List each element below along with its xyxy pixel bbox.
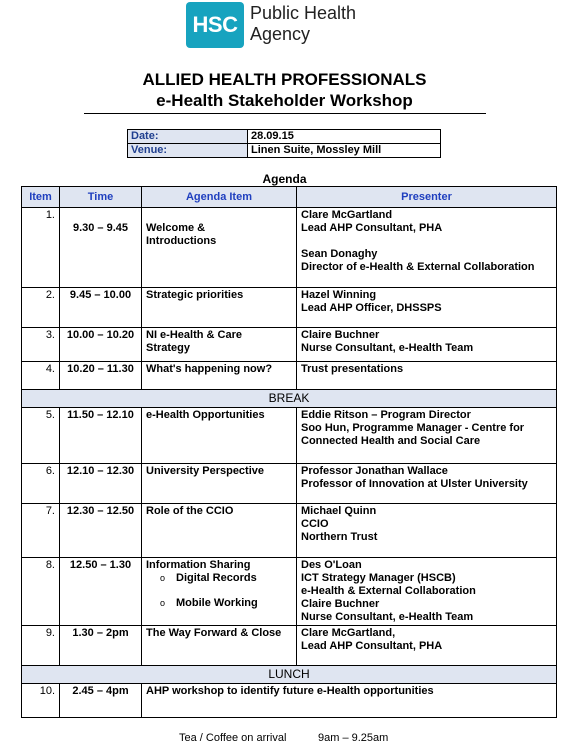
item-time: 12.10 – 12.30	[60, 464, 142, 504]
item-agenda	[142, 328, 297, 362]
rows.7.presenter-line: Des O'Loan	[301, 559, 362, 571]
item-number: 9.	[22, 626, 60, 666]
item-presenter	[297, 328, 557, 362]
date-label: Date:	[128, 130, 248, 144]
item-agenda	[142, 558, 297, 626]
footer-time: 9am – 9.25am	[318, 732, 389, 744]
item-number: 5.	[22, 408, 60, 464]
item-number: 2.	[22, 288, 60, 328]
item-number: 1.	[22, 208, 60, 288]
agenda-row	[22, 328, 557, 362]
rows.6.presenter-line: Michael Quinn	[301, 505, 377, 517]
rows.5.presenter-line: Professor of Innovation at Ulster University	[301, 478, 528, 490]
item-presenter	[297, 504, 557, 558]
item-agenda	[142, 464, 297, 504]
agenda-row	[22, 504, 557, 558]
item-time: 10.00 – 10.20	[60, 328, 142, 362]
rows.8.agenda-line: The Way Forward & Close	[146, 627, 282, 639]
rows.0.agenda-line: Introductions	[146, 235, 217, 247]
item-time: 12.30 – 12.50	[60, 504, 142, 558]
rows.2.presenter-line: Claire Buchner	[301, 329, 380, 341]
agenda-row	[22, 362, 557, 390]
rows.7.agenda-line: Information Sharing	[146, 559, 251, 571]
agenda-row	[22, 684, 557, 718]
agenda-row	[22, 626, 557, 666]
rows.1.presenter-line: Hazel Winning	[301, 289, 377, 301]
rows.0.presenter-line	[301, 235, 552, 248]
rows.0.agenda-line: Welcome &	[146, 222, 206, 234]
logo-text: Public Health Agency	[250, 3, 357, 44]
rows.1.presenter-line: Lead AHP Officer, DHSSPS	[301, 302, 442, 314]
rows.5.agenda-line: University Perspective	[146, 465, 265, 477]
lunch-row	[22, 666, 557, 684]
agenda-row	[22, 558, 557, 626]
agenda-header-row	[22, 187, 557, 208]
rows.5.presenter-line: Professor Jonathan Wallace	[301, 465, 448, 477]
agenda-row	[22, 288, 557, 328]
rows.0.presenter-line: Sean Donaghy	[301, 248, 378, 260]
item-time: 10.20 – 11.30	[60, 362, 142, 390]
item-agenda	[142, 408, 297, 464]
rows.6.agenda-line: Role of the CCIO	[146, 505, 234, 517]
item-presenter	[297, 464, 557, 504]
item-presenter	[297, 626, 557, 666]
rows.4.presenter-line: Connected Health and Social Care	[301, 435, 481, 447]
rows.8.presenter-line: Clare McGartland,	[301, 627, 396, 639]
date-value: 28.09.15	[248, 130, 441, 144]
venue-label: Venue:	[128, 144, 248, 158]
agenda-sub-item: o Digital Records	[146, 572, 292, 585]
rows.3.presenter-line: Trust presentations	[301, 363, 404, 375]
col-presenter: Presenter	[297, 187, 557, 208]
item-presenter	[297, 408, 557, 464]
item-number: 10.	[22, 684, 60, 718]
rows.3.agenda-line: What's happening now?	[146, 363, 273, 375]
venue-value: Linen Suite, Mossley Mill	[248, 144, 441, 158]
item-agenda	[142, 362, 297, 390]
rows.2.agenda-line: NI e-Health & Care	[146, 329, 242, 341]
title-underline	[84, 113, 486, 114]
item-agenda	[142, 504, 297, 558]
item-time: 1.30 – 2pm	[60, 626, 142, 666]
col-item: Item	[22, 187, 60, 208]
item-presenter	[297, 288, 557, 328]
rows.0.presenter-line: Director of e-Health & External Collaboration	[301, 261, 535, 273]
rows.8.presenter-line: Lead AHP Consultant, PHA	[301, 640, 443, 652]
agenda-table	[21, 186, 557, 718]
item-number: 4.	[22, 362, 60, 390]
item-time: 11.50 – 12.10	[60, 408, 142, 464]
lunch-label: LUNCH	[22, 666, 557, 684]
col-time: Time	[60, 187, 142, 208]
item-presenter	[297, 558, 557, 626]
agenda-row	[22, 208, 557, 288]
item-time: 2.45 – 4pm	[60, 684, 142, 718]
rows.4.agenda-line: e-Health Opportunities	[146, 409, 265, 421]
rows.7.presenter-line: Nurse Consultant, e-Health Team	[301, 611, 474, 623]
footer-label: Tea / Coffee on arrival	[179, 732, 287, 744]
item-presenter	[297, 208, 557, 288]
rows.0.presenter-line: Clare McGartland	[301, 209, 393, 221]
rows.2.presenter-line: Nurse Consultant, e-Health Team	[301, 342, 474, 354]
col-agenda: Agenda Item	[142, 187, 297, 208]
item-number: 3.	[22, 328, 60, 362]
item-presenter	[297, 362, 557, 390]
rows.7.presenter-line: ICT Strategy Manager (HSCB)	[301, 572, 456, 584]
hsc-logo-mark: HSC	[186, 2, 244, 48]
document-subtitle: e-Health Stakeholder Workshop	[156, 91, 413, 110]
rows.4.presenter-line: Eddie Ritson – Program Director	[301, 409, 471, 421]
item-agenda	[142, 684, 557, 718]
rows.6.presenter-line: CCIO	[301, 518, 329, 530]
rows.2.agenda-line: Strategy	[146, 342, 191, 354]
rows.6.presenter-line: Northern Trust	[301, 531, 378, 543]
agenda-heading: Agenda	[262, 172, 307, 186]
agenda-row	[22, 408, 557, 464]
item-time: 12.50 – 1.30	[60, 558, 142, 626]
break-row	[22, 390, 557, 408]
item-agenda	[142, 288, 297, 328]
agenda-sub-item: o Mobile Working	[146, 597, 292, 610]
rows.9.agenda-line: AHP workshop to identify future e-Health opportunities	[146, 685, 434, 697]
item-number: 8.	[22, 558, 60, 626]
item-time: 9.30 – 9.45	[60, 208, 142, 288]
rows.1.agenda-line: Strategic priorities	[146, 289, 244, 301]
item-agenda	[142, 626, 297, 666]
rows.0.presenter-line: Lead AHP Consultant, PHA	[301, 222, 443, 234]
item-number: 7.	[22, 504, 60, 558]
item-agenda	[142, 208, 297, 288]
rows.7.presenter-line: e-Health & External Collaboration	[301, 585, 476, 597]
item-time: 9.45 – 10.00	[60, 288, 142, 328]
item-number: 6.	[22, 464, 60, 504]
document-title: ALLIED HEALTH PROFESSIONALS	[142, 70, 427, 89]
event-info-table	[127, 129, 441, 158]
rows.7.presenter-line: Claire Buchner	[301, 598, 380, 610]
agenda-row	[22, 464, 557, 504]
rows.4.presenter-line: Soo Hun, Programme Manager - Centre for	[301, 422, 525, 434]
break-label: BREAK	[22, 390, 557, 408]
